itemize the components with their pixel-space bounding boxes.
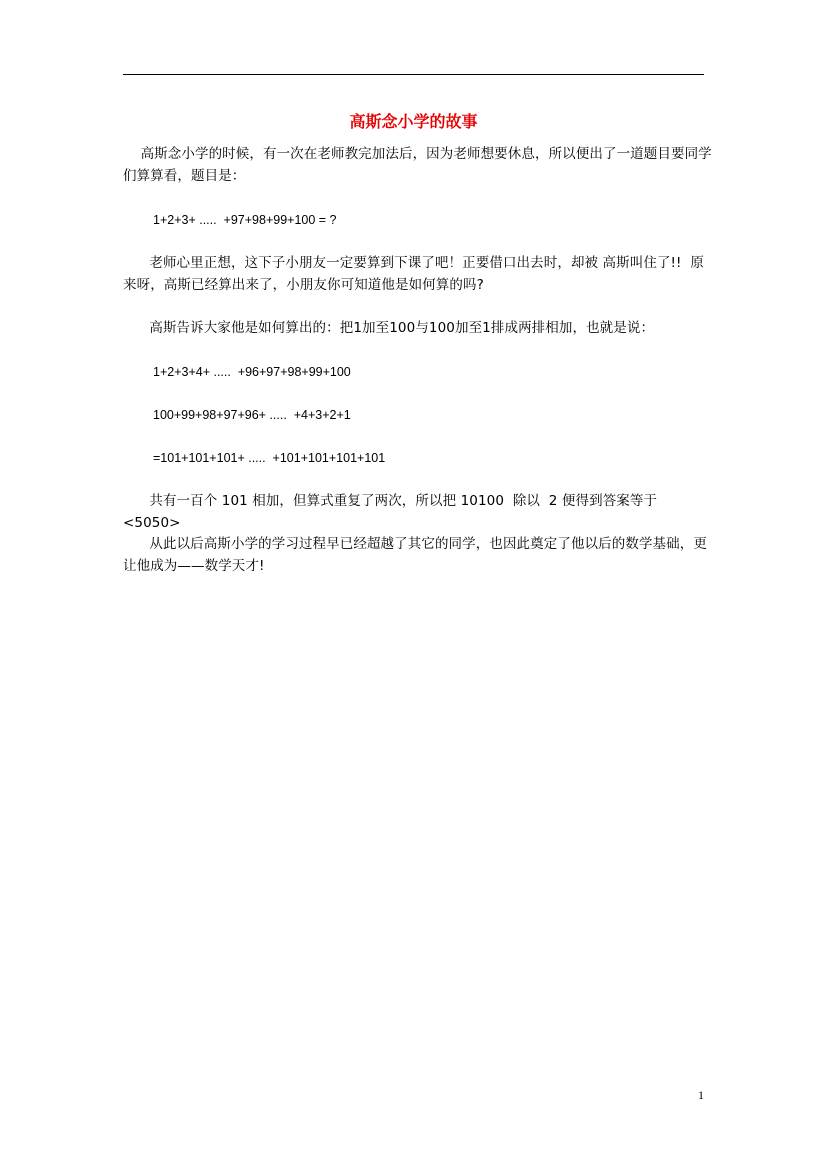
- page-number: 1: [698, 1088, 704, 1102]
- header-rule: [123, 74, 704, 75]
- formula-forward: 1+2+3+4+ ..... +96+97+98+99+100: [153, 365, 351, 379]
- paragraph-explain: 高斯告诉大家他是如何算出的：把1加至100与100加至1排成两排相加，也就是说：: [123, 320, 655, 336]
- document-title: 高斯念小学的故事: [349, 112, 478, 131]
- paragraph-conclusion: 从此以后高斯小学的学习过程早已经超越了其它的同学，也因此奠定了他以后的数学基础，更让他成为——数学天才!: [123, 536, 707, 574]
- paragraph-teacher: 老师心里正想，这下子小朋友一定要算到下课了吧！正要借口出去时，却被 高斯叫住了!! 原来呀，高斯已经算出来了，小朋友你可知道他是如何算的吗?: [123, 255, 704, 293]
- paragraph-intro: 高斯念小学的时候，有一次在老师教完加法后，因为老师想要休息，所以便出了一道题目要同学们算算看，题目是：: [123, 146, 712, 184]
- formula-question: 1+2+3+ ..... +97+98+99+100 = ?: [153, 213, 337, 227]
- paragraph-answer: 共有一百个 101 相加，但算式重复了两次，所以把 10100 除以 2 便得到答案等于 <5050>: [123, 493, 662, 531]
- formula-backward: 100+99+98+97+96+ ..... +4+3+2+1: [153, 408, 351, 422]
- formula-sum: =101+101+101+ ..... +101+101+101+101: [153, 451, 386, 465]
